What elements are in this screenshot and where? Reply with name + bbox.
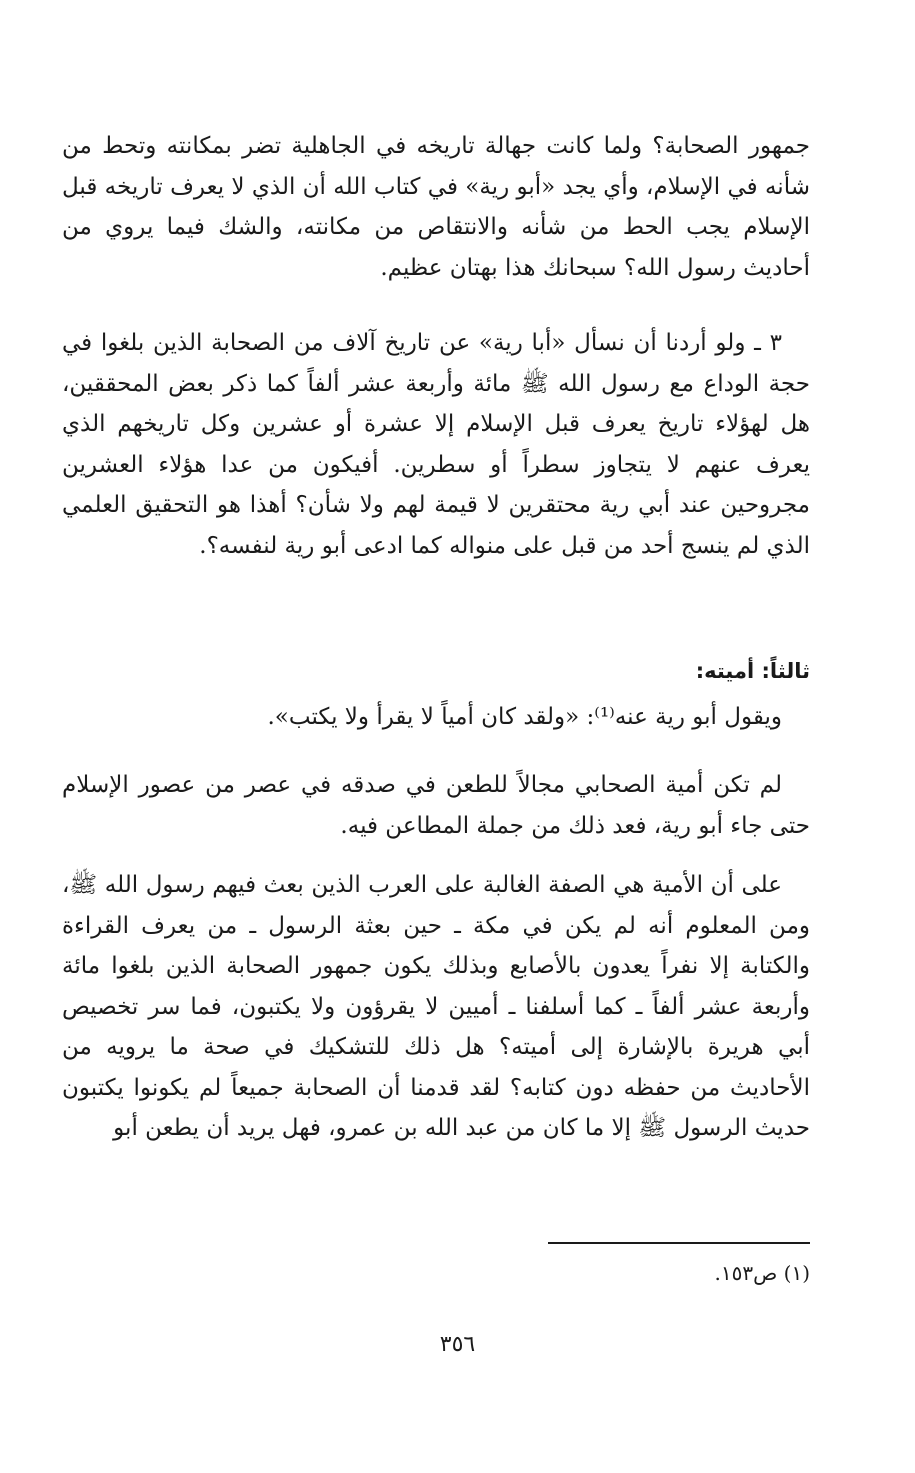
paragraph-2-text: ٣ ـ ولو أردنا أن نسأل «أبا رية» عن تاريخ آلاف من الصحابة الذين بلغوا في حجة الوداع مع رسول الله ﷺ مائة وأربعة عشر ألفاً كما ذكر بعض المحققين، هل لهؤلاء تاريخ يعرف قبل الإسلام إلا عشرة أو عشرين وكل تاريخهم الذي يعرف عنهم لا يتجاوز سطراً أو سطرين. أفيكون من عدا هؤلاء العشرين مجروحين عند أبي رية محتقرين لا قيمة لهم ولا شأن؟ أهذا هو التحقيق العلمي الذي لم ينسج أحد من قبل على منواله كما ادعى أبو رية لنفسه؟. [62, 330, 810, 559]
footnote: (١) ص١٥٣. [714, 1261, 810, 1285]
footnote-divider [548, 1242, 810, 1244]
paragraph-1-text: جمهور الصحابة؟ ولما كانت جهالة تاريخه في الجاهلية تضر بمكانته وتحط من شأنه في الإسلام، وأي يجد «أبو رية» في كتاب الله أن الذي لا يعرف تاريخه قبل الإسلام يجب الحط من شأنه والانتقاص من مكانته، والشك فيما يروي من أحاديث رسول الله؟ سبحانك هذا بهتان عظيم. [62, 133, 810, 281]
paragraph-1 [62, 126, 810, 288]
section-heading: ثالثاً: أميته: [695, 659, 810, 683]
paragraph-3 [62, 697, 810, 738]
paragraph-4 [62, 765, 810, 846]
paragraph-3-text: ويقول أبو رية عنه⁽¹⁾: «ولقد كان أمياً لا يقرأ ولا يكتب». [267, 704, 782, 730]
paragraph-5 [62, 865, 810, 1149]
paragraph-5-text: على أن الأمية هي الصفة الغالبة على العرب الذين بعث فيهم رسول الله ﷺ، ومن المعلوم أنه لم يكن في مكة ـ حين بعثة الرسول ـ من يعرف القراءة والكتابة إلا نفراً يعدون بالأصابع وبذلك يكون جمهور الصحابة الذين بلغوا مائة وأربعة عشر ألفاً ـ كما أسلفنا ـ أميين لا يقرؤون ولا يكتبون، فما سر تخصيص أبي هريرة بالإشارة إلى أميته؟ هل ذلك للتشكيك في صحة ما يرويه من الأحاديث من حفظه دون كتابه؟ لقد قدمنا أن الصحابة جميعاً لم يكونوا يكتبون حديث الرسول ﷺ إلا ما كان من عبد الله بن عمرو، فهل يريد أن يطعن أبو [62, 872, 810, 1141]
paragraph-2 [62, 323, 810, 566]
paragraph-4-text: لم تكن أمية الصحابي مجالاً للطعن في صدقه في عصر من عصور الإسلام حتى جاء أبو رية، فعد ذلك من جملة المطاعن فيه. [62, 772, 810, 839]
page-number: ٣٥٦ [439, 1332, 476, 1357]
